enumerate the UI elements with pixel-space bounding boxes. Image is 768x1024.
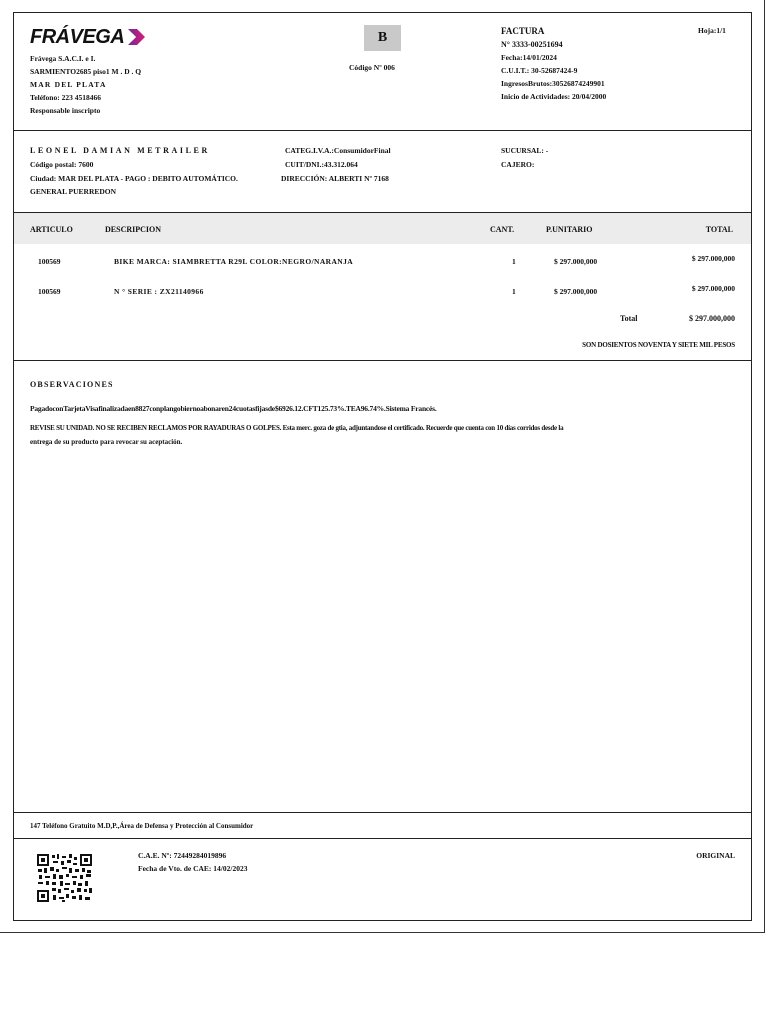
customer-cashier: CAJERO: — [501, 160, 535, 169]
observations-warning: REVISE SU UNIDAD. NO SE RECIBEN RECLAMOS POR RAYADURAS O GOLPES. Esta merc. goza de gtia, adjuntandose el certificado. Recuerde que cuenta con 10 días corridos desde la — [30, 424, 564, 432]
customer-city-payment: Ciudad: MAR DEL PLATA - PAGO : DEBITO AUTOMÁTICO. — [30, 174, 238, 183]
table-row-1-total: $ 297.000,000 — [691, 254, 735, 263]
table-row-2-unit-price: $ 297.000,000 — [554, 287, 598, 296]
invoice-number: N° 3333-00251694 — [501, 40, 563, 49]
consumer-protection-line: 147 Teléfono Gratuito M.D,P.,Área de Defensa y Protección al Consumidor — [30, 822, 254, 830]
table-row-1-unit-price: $ 297.000,000 — [554, 257, 598, 266]
column-header-unit-price: P.UNITARIO — [546, 225, 593, 234]
customer-district: GENERAL PUERREDON — [30, 187, 117, 196]
divider — [14, 838, 751, 839]
amount-in-words: SON DOSIENTOS NOVENTA Y SIETE MIL PESOS — [582, 341, 735, 349]
company-phone: Teléfono: 223 4518466 — [30, 93, 101, 102]
company-tax-status: Responsable inscripto — [30, 106, 101, 115]
divider — [14, 130, 751, 131]
invoice-title: FACTURA — [501, 26, 545, 36]
table-row-2-article: 100569 — [38, 287, 61, 296]
observations-title: OBSERVACIONES — [30, 380, 114, 389]
table-row-2-total: $ 297.000,000 — [691, 284, 735, 293]
invoice-type-code: Código Nº 006 — [349, 63, 395, 72]
total-label: Total — [620, 314, 638, 323]
table-row-2-description: N ° SERIE : ZX21140966 — [114, 287, 204, 296]
invoice-cuit: C.U.I.T.: 30-52687424-9 — [501, 66, 578, 75]
customer-iva-category: CATEG.I.V.A.:ConsumidorFinal — [285, 146, 391, 155]
table-row-1-quantity: 1 — [512, 257, 516, 266]
total-value: $ 297.000,000 — [689, 314, 735, 323]
company-name: Frávega S.A.C.I. e I. — [30, 54, 96, 63]
table-row-2-quantity: 1 — [512, 287, 516, 296]
brand-wordmark: FRÁVEGA — [30, 25, 125, 48]
column-header-quantity: CANT. — [490, 225, 515, 234]
observations-payment-note: PagadoconTarjetaVisafinalizadaen8827conplangobiernoabonaren24cuotasfijasde$6926.12.CFT125.73%.TEA96.74%.Sistema Francés. — [30, 404, 437, 413]
customer-branch: SUCURSAL: - — [501, 146, 549, 155]
invoice-document — [13, 12, 752, 921]
customer-postal-code: Código postal: 7600 — [30, 160, 94, 169]
invoice-date: Fecha:14/01/2024 — [501, 53, 557, 62]
column-header-description: DESCRIPCION — [105, 225, 162, 234]
company-city: MAR DEL PLATA — [30, 80, 107, 89]
customer-address: DIRECCIÓN: ALBERTI Nº 7168 — [281, 174, 389, 183]
table-row-1-article: 100569 — [38, 257, 61, 266]
cae-due-date: Fecha de Vto. de CAE: 14/02/2023 — [138, 864, 248, 873]
column-header-article: ARTICULO — [30, 225, 73, 234]
qr-code — [36, 853, 93, 903]
copy-label: ORIGINAL — [696, 851, 735, 860]
company-address: SARMIENTO2685 piso1 M . D . Q — [30, 67, 142, 76]
invoice-type-badge: B — [364, 25, 401, 51]
invoice-sheet: Hoja:1/1 — [698, 26, 726, 35]
column-header-total: TOTAL — [705, 225, 733, 234]
table-row-1-description: BIKE MARCA: SIAMBRETTA R29L COLOR:NEGRO/NARANJA — [114, 257, 354, 266]
divider — [14, 360, 751, 361]
invoice-activity-start: Inicio de Actividades: 20/04/2000 — [501, 92, 607, 101]
chevron-logo-icon — [126, 28, 146, 46]
customer-name: LEONEL DAMIAN METRAILER — [30, 146, 210, 155]
customer-cuit-dni: CUIT/DNI.:43.312.064 — [285, 160, 358, 169]
observations-warning-continued: entrega de su producto para revocar su aceptación. — [30, 438, 183, 446]
fravega-logo — [30, 25, 146, 49]
cae-number: C.A.E. Nº: 72449284019896 — [138, 851, 227, 860]
divider — [14, 812, 751, 813]
invoice-gross-income: IngresosBrutos:30526874249901 — [501, 79, 605, 88]
